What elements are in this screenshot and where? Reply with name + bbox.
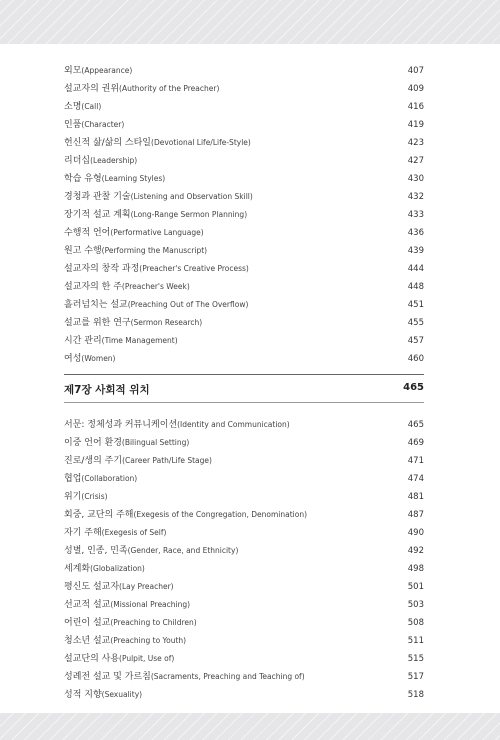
chapter-heading[interactable] [64,382,424,398]
toc-entry[interactable] [64,650,424,668]
entry-korean: 장기적 설교 계획 [64,210,131,220]
entry-korean: 수행적 언어 [64,228,111,238]
entry-korean: 진로/생의 주기 [64,456,123,466]
toc-entry[interactable] [64,242,424,260]
toc-entry[interactable] [64,278,424,296]
entry-english: (Sacraments, Preaching and Teaching of) [150,672,305,681]
entry-page: 416 [407,102,424,112]
toc-entry[interactable] [64,206,424,224]
toc-entry[interactable] [64,314,424,332]
entry-english: (Pulpit, Use of) [119,654,175,663]
entry-page: 430 [407,174,424,184]
entry-english: (Lay Preacher) [119,582,174,591]
toc-entry[interactable] [64,470,424,488]
entry-page: 515 [407,654,424,664]
entry-korean: 자기 주해 [64,528,102,538]
entry-page: 471 [407,456,424,466]
entry-page: 490 [407,528,424,538]
entry-korean: 서문: 정체성과 커뮤니케이션 [64,420,178,430]
toc-entry[interactable] [64,116,424,134]
entry-korean: 시간 관리 [64,336,102,346]
toc-entry[interactable] [64,332,424,350]
toc-entry[interactable] [64,434,424,452]
entry-korean: 경청과 관찰 기술 [64,192,131,202]
entry-page: 455 [407,318,424,328]
entry-page: 498 [407,564,424,574]
toc-entry[interactable] [64,686,424,704]
entry-page: 419 [407,120,424,130]
entry-page: 444 [407,264,424,274]
toc-entry[interactable] [64,260,424,278]
entry-korean: 평신도 설교자 [64,582,120,592]
entry-english: (Devotional Life/Life-Style) [151,138,251,147]
entry-english: (Time Management) [101,336,178,345]
entry-korean: 헌신적 삶/삶의 스타일 [64,138,152,148]
entry-english: (Sermon Research) [130,318,203,327]
entry-korean: 설교자의 한 주 [64,282,122,292]
entry-english: (Preacher's Week) [121,282,190,291]
entry-english: (Learning Styles) [101,174,166,183]
entry-page: 448 [407,282,424,292]
entry-korean: 학습 유형 [64,174,102,184]
entry-english: (Preaching Out of The Overflow) [127,300,249,309]
entry-korean: 여성 [64,354,82,364]
entry-page: 423 [407,138,424,148]
toc-entry[interactable] [64,188,424,206]
entry-page: 427 [407,156,424,166]
entry-english: (Long-Range Sermon Planning) [130,210,248,219]
entry-page: 511 [407,636,424,646]
entry-english: (Call) [81,102,102,111]
chapter-rule-top [64,374,424,375]
entry-korean: 리더십 [64,156,91,166]
toc-entry[interactable] [64,542,424,560]
entry-page: 501 [407,582,424,592]
entry-korean: 이중 언어 환경 [64,438,122,448]
entry-page: 474 [407,474,424,484]
entry-page: 487 [407,510,424,520]
entry-page: 432 [407,192,424,202]
entry-english: (Preaching to Children) [110,618,197,627]
toc-entry[interactable] [64,578,424,596]
entry-page: 451 [407,300,424,310]
entry-page: 518 [407,690,424,700]
entry-english: (Listening and Observation Skill) [130,192,253,201]
entry-english: (Women) [81,354,116,363]
entry-english: (Gender, Race, and Ethnicity) [127,546,239,555]
entry-page: 492 [407,546,424,556]
entry-korean: 성적 지향 [64,690,102,700]
entry-english: (Authority of the Preacher) [119,84,220,93]
toc-entry[interactable] [64,152,424,170]
header-band [0,0,500,44]
entry-page: 439 [407,246,424,256]
entry-page: 460 [407,354,424,364]
toc-entry[interactable] [64,350,424,368]
toc-entry[interactable] [64,224,424,242]
toc-entry[interactable] [64,170,424,188]
toc-entry[interactable] [64,488,424,506]
entry-page: 508 [407,618,424,628]
entry-page: 433 [407,210,424,220]
entry-page: 436 [407,228,424,238]
entry-english: (Exegesis of the Congregation, Denomination) [133,510,308,519]
chapter-title: 제7장 사회적 위치 [64,384,150,396]
entry-english: (Preacher's Creative Process) [139,264,249,273]
entry-english: (Career Path/Life Stage) [122,456,212,465]
entry-korean: 선교적 설교 [64,600,111,610]
entry-english: (Sexuality) [101,690,143,699]
entry-english: (Appearance) [81,66,133,75]
toc-list-a [64,62,424,368]
toc-list-b [64,416,424,704]
entry-korean: 원고 수행 [64,246,102,256]
entry-page: 469 [407,438,424,448]
entry-korean: 소명 [64,102,82,112]
toc-entry[interactable] [64,560,424,578]
toc-entry[interactable] [64,98,424,116]
entry-english: (Leadership) [90,156,138,165]
toc-entry[interactable] [64,296,424,314]
entry-page: 409 [407,84,424,94]
entry-english: (Missional Preaching) [110,600,191,609]
entry-page: 481 [407,492,424,502]
entry-english: (Performing the Manuscript) [101,246,208,255]
entry-korean: 회중, 교단의 주해 [64,510,134,520]
toc-entry[interactable] [64,668,424,686]
toc-entry[interactable] [64,134,424,152]
entry-korean: 청소년 설교 [64,636,111,646]
entry-korean: 설교자의 창작 과정 [64,264,140,274]
entry-korean: 성례전 설교 및 가르침 [64,672,151,682]
entry-korean: 설교단의 사용 [64,654,120,664]
toc-entry[interactable] [64,632,424,650]
toc-entry[interactable] [64,416,424,434]
toc-entry[interactable] [64,614,424,632]
entry-korean: 성별, 인종, 민족 [64,546,128,556]
chapter-rule-bottom [64,402,424,403]
entry-english: (Collaboration) [81,474,138,483]
entry-korean: 외모 [64,66,82,76]
entry-english: (Globalization) [90,564,145,573]
entry-english: (Character) [81,120,125,129]
entry-korean: 어린이 설교 [64,618,111,628]
entry-english: (Preaching to Youth) [110,636,187,645]
entry-page: 503 [407,600,424,610]
entry-korean: 설교자의 권위 [64,84,120,94]
entry-korean: 설교를 위한 연구 [64,318,131,328]
toc-entry[interactable] [64,452,424,470]
entry-page: 465 [407,420,424,430]
entry-korean: 위기 [64,492,82,502]
entry-english: (Identity and Communication) [177,420,290,429]
entry-korean: 인품 [64,120,82,130]
entry-english: (Performative Language) [110,228,204,237]
footer-band [0,713,500,740]
entry-english: (Crisis) [81,492,108,501]
entry-english: (Bilingual Setting) [121,438,190,447]
entry-korean: 흘러넘치는 설교 [64,300,128,310]
chapter-page: 465 [403,382,424,393]
entry-english: (Exegesis of Self) [101,528,167,537]
toc-entry[interactable] [64,524,424,542]
toc-entry[interactable] [64,80,424,98]
entry-page: 517 [407,672,424,682]
entry-korean: 협업 [64,474,82,484]
entry-korean: 세계화 [64,564,91,574]
entry-page: 457 [407,336,424,346]
toc-entry[interactable] [64,596,424,614]
entry-page: 407 [407,66,424,76]
toc-entry[interactable] [64,506,424,524]
toc-entry[interactable] [64,62,424,80]
